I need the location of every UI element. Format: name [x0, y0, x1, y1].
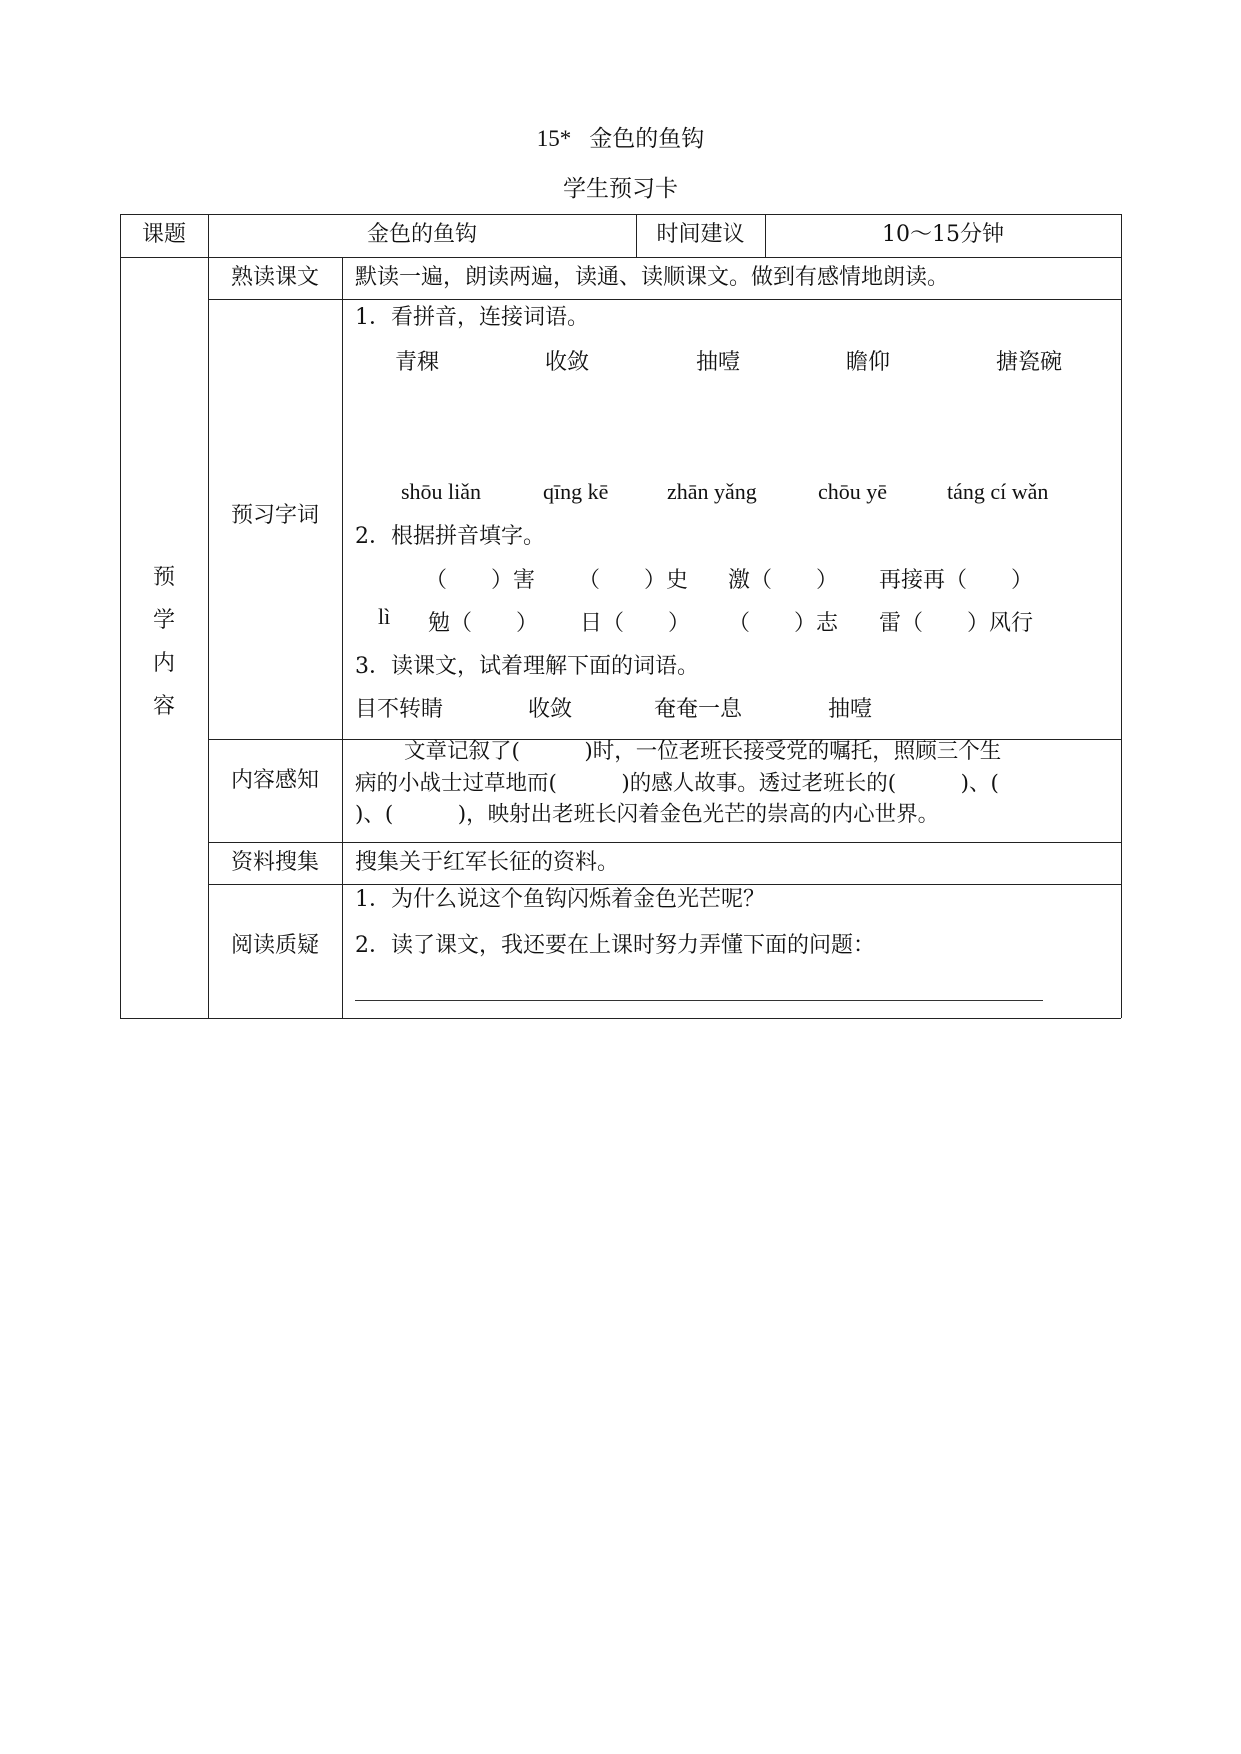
table-col-divider	[208, 214, 209, 1018]
vocab-question-1: 1．看拼音，连接词语。	[355, 305, 589, 330]
table-col-divider	[342, 257, 343, 1018]
vocab-word: 搪瓷碗	[996, 350, 1063, 375]
table-row-divider	[208, 842, 1121, 843]
table-row-divider	[208, 884, 1121, 885]
label-topic: 课题	[141, 222, 186, 247]
content-line: 文章记叙了( )时，一位老班长接受党的嘱托，照顾三个生	[404, 739, 1002, 764]
fill-blank-item: （ ）害	[425, 568, 536, 593]
vocab-word: 青稞	[395, 350, 440, 375]
side-label-char: 学	[152, 608, 175, 633]
pinyin-item: shōu liǎn	[401, 479, 482, 504]
time-value: 10～15分钟	[882, 222, 1004, 247]
pinyin-item: zhān yǎng	[667, 479, 757, 504]
vocab-word: 抽噎	[696, 350, 741, 375]
material-text: 搜集关于红军长征的资料。	[355, 850, 620, 875]
vocab-term: 奄奄一息	[654, 697, 743, 722]
side-label-char: 容	[152, 694, 175, 719]
pinyin-item: qīng kē	[543, 479, 609, 504]
label-reading: 熟读课文	[230, 265, 319, 290]
table-row-divider	[120, 257, 1121, 258]
side-label-char: 预	[152, 565, 175, 590]
label-material: 资料搜集	[230, 850, 319, 875]
vocab-word: 收敛	[545, 350, 590, 375]
vocab-term: 抽噎	[828, 697, 873, 722]
vocab-question-2: 2．根据拼音填字。	[355, 524, 545, 549]
fill-blank-item: 勉（ ）	[428, 611, 539, 636]
table-row-divider	[208, 299, 1121, 300]
content-line: 病的小战士过草地而( )的感人故事。透过老班长的( )、(	[355, 771, 999, 796]
pinyin-item: chōu yē	[818, 479, 888, 504]
label-vocab: 预习字词	[230, 503, 319, 528]
table-border-top	[120, 214, 1121, 215]
side-label-preview-content	[149, 560, 179, 732]
vocab-word: 瞻仰	[846, 350, 891, 375]
label-questions: 阅读质疑	[230, 933, 319, 958]
fill-blank-item: 日（ ）	[580, 611, 691, 636]
fill-blank-item: （ ）志	[728, 611, 839, 636]
vocab-question-3: 3．读课文，试着理解下面的词语。	[355, 654, 699, 679]
pinyin-li: lì	[378, 604, 391, 629]
card-title: 学生预习卡	[563, 176, 678, 202]
vocab-term: 目不转睛	[355, 697, 444, 722]
table-border-right	[1121, 214, 1122, 1018]
question-1: 1．为什么说这个鱼钩闪烁着金色光芒呢？	[355, 887, 765, 912]
vocab-term: 收敛	[528, 697, 573, 722]
label-content: 内容感知	[230, 768, 319, 793]
side-label-char: 内	[152, 651, 175, 676]
pinyin-item: táng cí wǎn	[947, 479, 1049, 504]
content-line: )、( )，映射出老班长闪着金色光芒的崇高的内心世界。	[355, 802, 940, 827]
fill-blank-item: 再接再（ ）	[879, 568, 1034, 593]
lesson-title: 金色的鱼钩	[589, 126, 705, 152]
label-time: 时间建议	[656, 222, 745, 247]
table-border-bottom	[120, 1018, 1121, 1019]
lesson-number: 15*	[536, 126, 572, 151]
fill-blank-item: 激（ ）	[728, 568, 839, 593]
fill-blank-item: 雷（ ）风行	[879, 611, 1034, 636]
answer-line[interactable]	[355, 1000, 1043, 1001]
topic-value: 金色的鱼钩	[366, 222, 477, 247]
table-border-left	[120, 214, 121, 1018]
question-2: 2．读了课文，我还要在上课时努力弄懂下面的问题：	[355, 933, 875, 958]
fill-blank-item: （ ）史	[578, 568, 689, 593]
reading-instruction: 默读一遍，朗读两遍，读通、读顺课文。做到有感情地朗读。	[355, 265, 950, 290]
